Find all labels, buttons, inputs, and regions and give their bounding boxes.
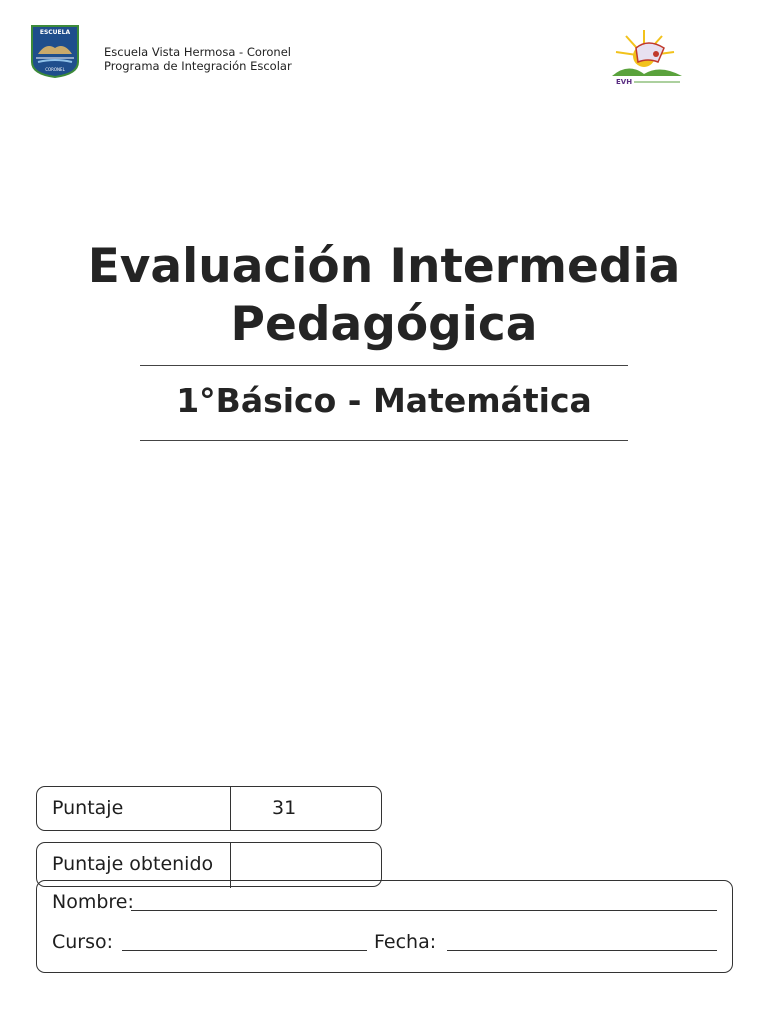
curso-label: Curso: xyxy=(52,931,114,953)
title-divider-top xyxy=(140,365,628,366)
pie-logo-text: EVH xyxy=(616,78,633,86)
nombre-label: Nombre: xyxy=(52,891,134,913)
document-subtitle: 1°Básico - Matemática xyxy=(176,381,592,420)
crest-bottom-text: CORONEL xyxy=(45,67,65,72)
puntaje-box-divider xyxy=(230,786,231,831)
title-divider-bottom xyxy=(140,440,628,441)
school-name: Escuela Vista Hermosa - Coronel xyxy=(104,45,291,59)
fecha-label: Fecha: xyxy=(374,931,437,953)
puntaje-value: 31 xyxy=(272,797,297,819)
curso-fill-line xyxy=(122,950,367,951)
fecha-fill-line xyxy=(447,950,717,951)
nombre-fill-line xyxy=(131,910,717,911)
pie-program-logo xyxy=(608,26,690,88)
student-info-box xyxy=(36,880,733,973)
school-crest-logo xyxy=(30,24,80,78)
crest-top-text: ESCUELA xyxy=(39,29,71,36)
puntaje-obtenido-label: Puntaje obtenido xyxy=(52,853,214,875)
document-title: Evaluación Intermedia Pedagógica xyxy=(87,239,681,352)
program-name: Programa de Integración Escolar xyxy=(104,59,292,73)
puntaje-label: Puntaje xyxy=(52,797,124,819)
